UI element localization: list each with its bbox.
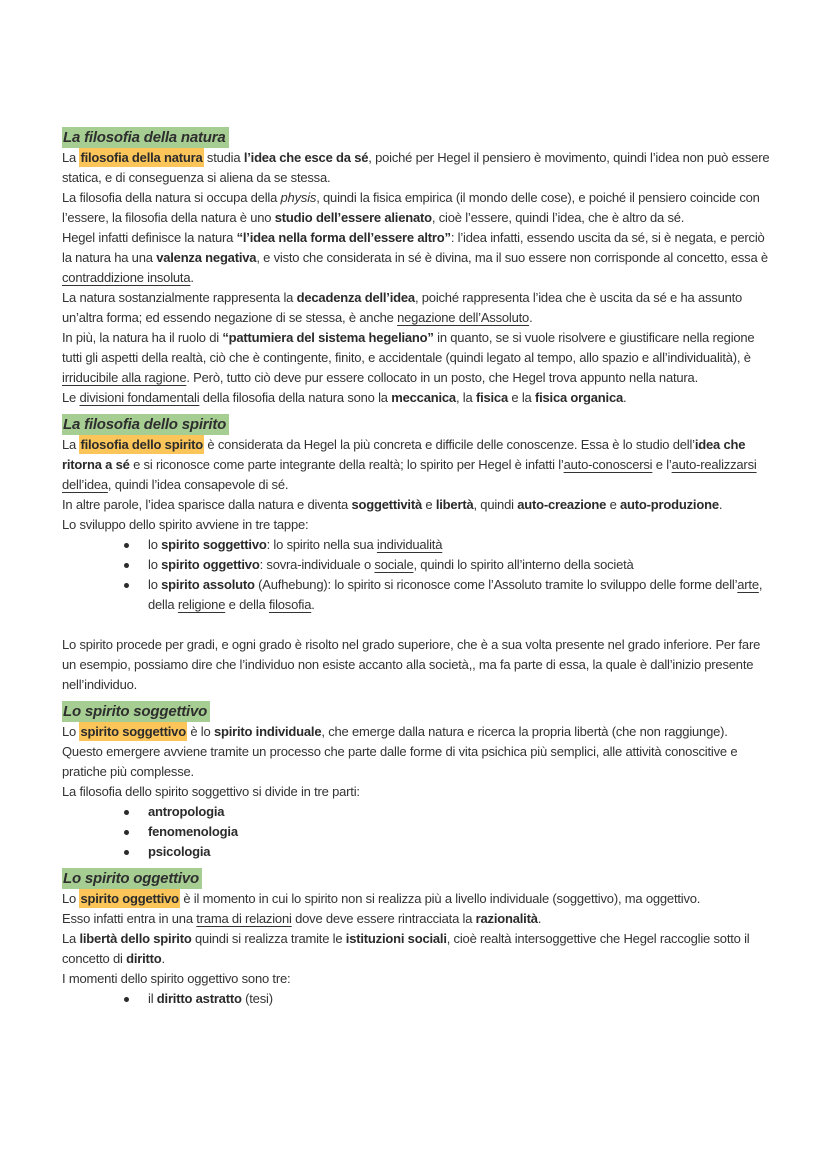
text-run: Lo spirito procede per gradi, e ogni grado è risolto nel grado superiore, che è a sua volta presente nel grado inferiore. Per fare un esempio, possiamo dire che l’individuo non esiste accanto alla società,, ma fa parte di essa, la quale è dall’inizio presente nell’individuo.: [62, 637, 761, 692]
text-run: , la: [455, 390, 476, 405]
text-run: quindi si realizza tramite le: [191, 931, 346, 946]
text-run: .: [623, 390, 627, 405]
text-run: , quindi lo spirito all’interno della società: [413, 557, 634, 572]
text-run: lo: [148, 557, 162, 572]
bold-text: meccanica: [391, 390, 456, 405]
text-run: , poiché rappresenta l’idea che è uscita da sé e ha assunto un’altra forma; ed essendo negazione di se stessa, è anche: [62, 290, 743, 325]
text-run: dove deve essere rintracciata la: [291, 911, 476, 926]
section-filosofia-della-natura: [62, 128, 770, 408]
underlined-term: irriducibile alla ragione: [62, 370, 187, 385]
paragraph: [62, 435, 770, 495]
list-item: [148, 575, 770, 615]
bullet-list: [62, 802, 770, 862]
text-run: .: [190, 270, 194, 285]
paragraph: [62, 909, 770, 929]
text-run: , cioè l’essere, quindi l’idea, che è altro da sé.: [431, 210, 685, 225]
bold-text: auto-creazione: [517, 497, 607, 512]
bold-text: auto-produzione: [620, 497, 719, 512]
text-run: lo: [148, 537, 162, 552]
text-run: La filosofia della natura si occupa della: [62, 190, 281, 205]
bold-text: idea che ritorna a sé: [62, 437, 746, 472]
paragraph: [62, 495, 770, 515]
section-spirito-oggettivo: [62, 869, 770, 1009]
text-run: La filosofia dello spirito soggettivo si divide in tre parti:: [62, 784, 360, 799]
paragraph: [62, 969, 770, 989]
text-run: è lo: [186, 724, 214, 739]
text-run: e della: [225, 597, 269, 612]
bold-text: psicologia: [148, 844, 211, 859]
bold-text: “pattumiera del sistema hegeliano”: [222, 330, 434, 345]
section-heading: [62, 869, 770, 889]
highlighted-term: filosofia dello spirito: [80, 437, 204, 452]
paragraph: [62, 929, 770, 969]
paragraph: [62, 722, 770, 782]
list-item: [148, 535, 770, 555]
bold-text: l’idea che esce da sé: [243, 150, 369, 165]
text-run: Lo: [62, 724, 80, 739]
underlined-term: negazione dell’Assoluto: [397, 310, 530, 325]
highlighted-term: filosofia della natura: [80, 150, 203, 165]
underlined-term: arte: [737, 577, 759, 592]
underlined-term: divisioni fondamentali: [79, 390, 200, 405]
underlined-term: sociale: [374, 557, 414, 572]
bold-text: “l’idea nella forma dell’essere altro”: [236, 230, 451, 245]
text-run: (tesi): [241, 991, 273, 1006]
paragraph: [62, 288, 770, 328]
list-item: [148, 842, 770, 862]
bold-text: fisica organica: [534, 390, 624, 405]
text-run: , quindi l’idea consapevole di sé.: [107, 477, 289, 492]
text-run: e l’: [652, 457, 672, 472]
bold-text: razionalità: [475, 911, 538, 926]
bold-text: libertà: [435, 497, 474, 512]
text-run: La: [62, 150, 80, 165]
text-run: (Aufhebung): lo spirito si riconosce come l’Assoluto tramite lo sviluppo delle forme dell’: [254, 577, 738, 592]
italic-text: physis: [280, 190, 317, 205]
list-item: [148, 802, 770, 822]
text-run: I momenti dello spirito oggettivo sono tre:: [62, 971, 291, 986]
text-run: La natura sostanzialmente rappresenta la: [62, 290, 297, 305]
paragraph: [62, 228, 770, 288]
list-item: [148, 555, 770, 575]
bold-text: studio dell’essere alienato: [274, 210, 432, 225]
bold-text: decadenza dell’idea: [296, 290, 415, 305]
text-run: In più, la natura ha il ruolo di: [62, 330, 223, 345]
text-run: Lo sviluppo dello spirito avviene in tre tappe:: [62, 517, 309, 532]
highlighted-term: spirito oggettivo: [80, 891, 179, 906]
list-item: [148, 989, 770, 1009]
section-heading: [62, 415, 770, 435]
underlined-term: auto-realizzarsi dell’idea: [62, 457, 757, 492]
bold-text: istituzioni sociali: [345, 931, 447, 946]
text-run: .: [537, 911, 542, 926]
text-run: : sovra-individuale o: [259, 557, 375, 572]
paragraph: [62, 635, 770, 695]
section-heading: [62, 702, 770, 722]
text-run: della filosofia della natura sono la: [199, 390, 392, 405]
bold-text: spirito individuale: [213, 724, 322, 739]
underlined-term: filosofia: [268, 597, 312, 612]
text-run: e: [422, 497, 436, 512]
underlined-term: individualità: [376, 537, 443, 552]
text-run: in quanto, se si vuole risolvere e giustificare nella regione tutti gli aspetti della realtà, ciò che è contingente, finito, e accidentale (quindi legato al tempo, allo spazio e all’individualità), è: [62, 330, 755, 365]
section-heading-text: Lo spirito oggettivo: [62, 868, 202, 889]
paragraph: [62, 388, 770, 408]
text-run: lo: [148, 577, 162, 592]
text-run: Le: [62, 390, 80, 405]
paragraph: [62, 515, 770, 535]
bold-text: diritto: [126, 951, 162, 966]
text-run: , poiché per Hegel il pensiero è movimento, quindi l’idea non può essere statica, e di conseguenza si aliena da se stessa.: [62, 150, 770, 185]
paragraph: [62, 328, 770, 388]
bold-text: valenza negativa: [156, 250, 257, 265]
text-run: .: [161, 951, 165, 966]
underlined-term: auto-conoscersi: [563, 457, 653, 472]
document-content: [62, 128, 770, 1009]
underlined-term: trama di relazioni: [196, 911, 292, 926]
text-run: .: [529, 310, 533, 325]
text-run: e: [606, 497, 621, 512]
text-run: Lo: [62, 891, 80, 906]
text-run: , della: [148, 577, 763, 612]
text-run: è considerata da Hegel la più concreta e difficile delle conoscenze. Essa è lo studio dell’: [204, 437, 695, 452]
text-run: , quindi: [473, 497, 518, 512]
list-item: [148, 822, 770, 842]
section-heading: [62, 128, 770, 148]
text-run: , cioè realtà intersoggettive che Hegel raccoglie sotto il concetto di: [62, 931, 750, 966]
bold-text: spirito soggettivo: [161, 537, 267, 552]
text-run: La: [62, 437, 80, 452]
text-run: , e visto che considerata in sé è divina, ma il suo essere non corrisponde al concetto, essa è: [256, 250, 768, 265]
bold-text: soggettività: [351, 497, 422, 512]
text-run: studia: [203, 150, 244, 165]
bold-text: fenomenologia: [148, 824, 238, 839]
text-run: , che emerge dalla natura e ricerca la propria libertà (che non raggiunge). Questo emergere avviene tramite un processo che parte dalle forme di vita psichica più semplici, alle attività conoscitive e pratiche più complesse.: [62, 724, 738, 779]
bold-text: diritto astratto: [156, 991, 242, 1006]
underlined-term: religione: [177, 597, 226, 612]
highlighted-term: spirito soggettivo: [80, 724, 186, 739]
section-spirito-soggettivo: [62, 702, 770, 862]
bold-text: fisica: [475, 390, 508, 405]
bold-text: spirito oggettivo: [161, 557, 260, 572]
text-run: .: [718, 497, 723, 512]
paragraph: [62, 148, 770, 188]
bold-text: spirito assoluto: [161, 577, 255, 592]
bold-text: antropologia: [148, 804, 225, 819]
text-run: il: [148, 991, 157, 1006]
text-run: e si riconosce come parte integrante della realtà; lo spirito per Hegel è infatti l’: [129, 457, 564, 472]
text-run: : l’idea infatti, essendo uscita da sé, si è negata, e perciò la natura ha una: [62, 230, 765, 265]
bullet-list: [62, 535, 770, 615]
text-run: e la: [507, 390, 535, 405]
text-run: .: [311, 597, 315, 612]
text-run: è il momento in cui lo spirito non si realizza più a livello individuale (soggettivo), ma oggettivo.: [179, 891, 701, 906]
text-run: , quindi la fisica empirica (il mondo delle cose), e poiché il pensiero coincide con l’essere, la filosofia della natura è uno: [62, 190, 760, 225]
bold-text: libertà dello spirito: [79, 931, 192, 946]
paragraph: [62, 889, 770, 909]
section-heading-text: Lo spirito soggettivo: [62, 701, 210, 722]
text-run: La: [62, 931, 80, 946]
text-run: Hegel infatti definisce la natura: [62, 230, 237, 245]
paragraph: [62, 782, 770, 802]
blank-line: [62, 615, 770, 635]
text-run: . Però, tutto ciò deve pur essere collocato in un posto, che Hegel trova appunto nella natura.: [186, 370, 699, 385]
text-run: Esso infatti entra in una: [62, 911, 197, 926]
section-heading-text: La filosofia della natura: [62, 127, 229, 148]
paragraph: [62, 188, 770, 228]
underlined-term: contraddizione insoluta: [62, 270, 191, 285]
text-run: In altre parole, l’idea sparisce dalla natura e diventa: [62, 497, 352, 512]
section-heading-text: La filosofia dello spirito: [62, 414, 229, 435]
bullet-list: [62, 989, 770, 1009]
section-filosofia-dello-spirito: [62, 415, 770, 695]
text-run: : lo spirito nella sua: [266, 537, 377, 552]
